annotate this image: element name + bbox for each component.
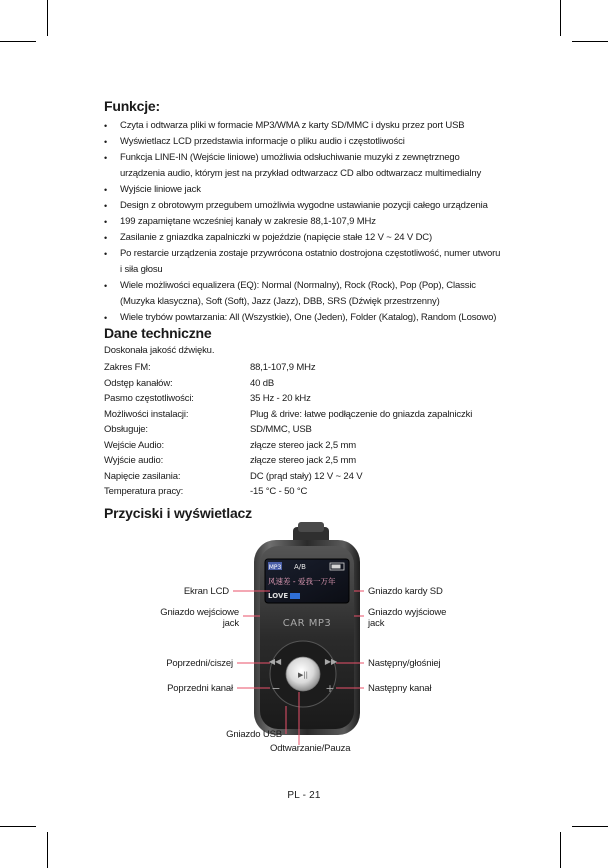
- spec-label: Obsługuje:: [104, 424, 148, 435]
- spec-label: Wyjście audio:: [104, 455, 164, 466]
- spec-value: -15 °C - 50 °C: [250, 486, 308, 497]
- label-usb: Gniazdo USB: [226, 729, 282, 740]
- label-next-vol: Następny/głośniej: [368, 658, 441, 669]
- label-jack-out: Gniazdo wyjściowe jack: [368, 607, 447, 629]
- spec-value: Plug & drive: łatwe podłączenie do gniazda zapalniczki: [250, 408, 473, 420]
- list-item: • Wiele trybów powtarzania: All (Wszystkie), One (Jeden), Folder (Katalog), Random (Losowo): [104, 310, 504, 326]
- play-pause-button[interactable]: [286, 657, 320, 691]
- spec-value: złącze stereo jack 2,5 mm: [250, 455, 357, 466]
- spec-label: Zakres FM:: [104, 362, 151, 373]
- next-button[interactable]: [325, 657, 338, 666]
- plus-icon: +: [325, 682, 335, 695]
- label-sd: Gniazdo kardy SD: [368, 586, 443, 597]
- list-item: • Po restarcie urządzenia zostaje przywrócona ostatnio dostrojona częstotliwość, numer utworu i siła głosu: [104, 246, 504, 278]
- list-item: • Czyta i odtwarza pliki w formacie MP3/WMA z karty SD/MMC i dysku przez port USB: [104, 118, 504, 134]
- label-play-pause: Odtwarzanie/Pauza: [270, 743, 351, 754]
- spec-value: złącze stereo jack 2,5 mm: [250, 439, 357, 451]
- spec-label: Temperatura pracy:: [104, 486, 184, 497]
- list-item: • Zasilanie z gniazdka zapalniczki w pojeździe (napięcie stałe 12 V ~ 24 V DC): [104, 230, 504, 246]
- label-lcd: Ekran LCD: [183, 586, 229, 597]
- minus-icon: −: [271, 682, 281, 695]
- lcd-track-text: 风速差 - 爱我一万年: [268, 577, 336, 586]
- brand-label: CAR MP3: [282, 618, 332, 629]
- spec-value: SD/MMC, USB: [250, 424, 312, 435]
- spec-value: 35 Hz - 20 kHz: [250, 393, 311, 404]
- list-item: • Funkcja LINE-IN (Wejście liniowe) umożliwia odsłuchiwanie muzyki z zewnętrznego urządzenia audio, którym jest na przykład odtwarzacz CD albo odtwarzacz multimedialny: [104, 150, 504, 182]
- next-icon: ▶▶: [324, 657, 338, 666]
- spec-label: Napięcie zasilania:: [104, 470, 181, 482]
- minus-button[interactable]: [271, 682, 280, 695]
- buttons-heading: Przyciski i wyświetlacz: [104, 505, 252, 521]
- spec-label: Pasmo częstotliwości:: [104, 393, 194, 404]
- spec-label: Odstęp kanałów:: [104, 377, 173, 389]
- page-number: PL - 21: [287, 790, 321, 801]
- label-prev-ch: Poprzedni kanał: [167, 683, 233, 694]
- specs-intro: Doskonała jakość dźwięku.: [104, 345, 215, 356]
- specs-heading: Dane techniczne: [104, 325, 212, 341]
- label-prev-vol: Poprzedni/ciszej: [166, 658, 233, 669]
- spec-value: 40 dB: [250, 377, 275, 389]
- lcd-ab: A/B: [294, 563, 306, 571]
- plus-button[interactable]: [325, 682, 334, 695]
- list-item: • Wyświetlacz LCD przedstawia informacje o pliku audio i częstotliwości: [104, 134, 504, 150]
- list-item: • Wiele możliwości equalizera (EQ): Normal (Normalny), Rock (Rock), Pop (Pop), Classic (Muzyka klasyczna), Soft (Soft), Jazz (Jazz), DBB, SRS (Dźwięk przestrzenny): [104, 278, 504, 310]
- spec-value: 88,1-107,9 MHz: [250, 362, 316, 373]
- lcd-mode: MP3: [268, 564, 282, 571]
- spec-label: Możliwości instalacji:: [104, 408, 189, 420]
- functions-heading: Funkcje:: [104, 98, 160, 114]
- spec-value: DC (prąd stały) 12 V ~ 24 V: [250, 470, 363, 482]
- play-pause-icon: ▶||: [297, 671, 309, 679]
- list-item: • 199 zapamiętane wcześniej kanały w zakresie 88,1-107,9 MHz: [104, 214, 504, 230]
- prev-icon: ◀◀: [268, 657, 282, 666]
- prev-button[interactable]: [269, 657, 282, 666]
- lcd-screen: [265, 559, 349, 603]
- label-jack-in: Gniazdo wejściowe jack: [160, 607, 239, 629]
- label-next-ch: Następny kanał: [368, 683, 432, 694]
- lcd-bottom-text: LOVE: [268, 592, 289, 600]
- list-item: • Wyjście liniowe jack: [104, 182, 504, 198]
- spec-label: Wejście Audio:: [104, 439, 165, 451]
- list-item: • Design z obrotowym przegubem umożliwia wygodne ustawianie pozycji całego urządzenia: [104, 198, 504, 214]
